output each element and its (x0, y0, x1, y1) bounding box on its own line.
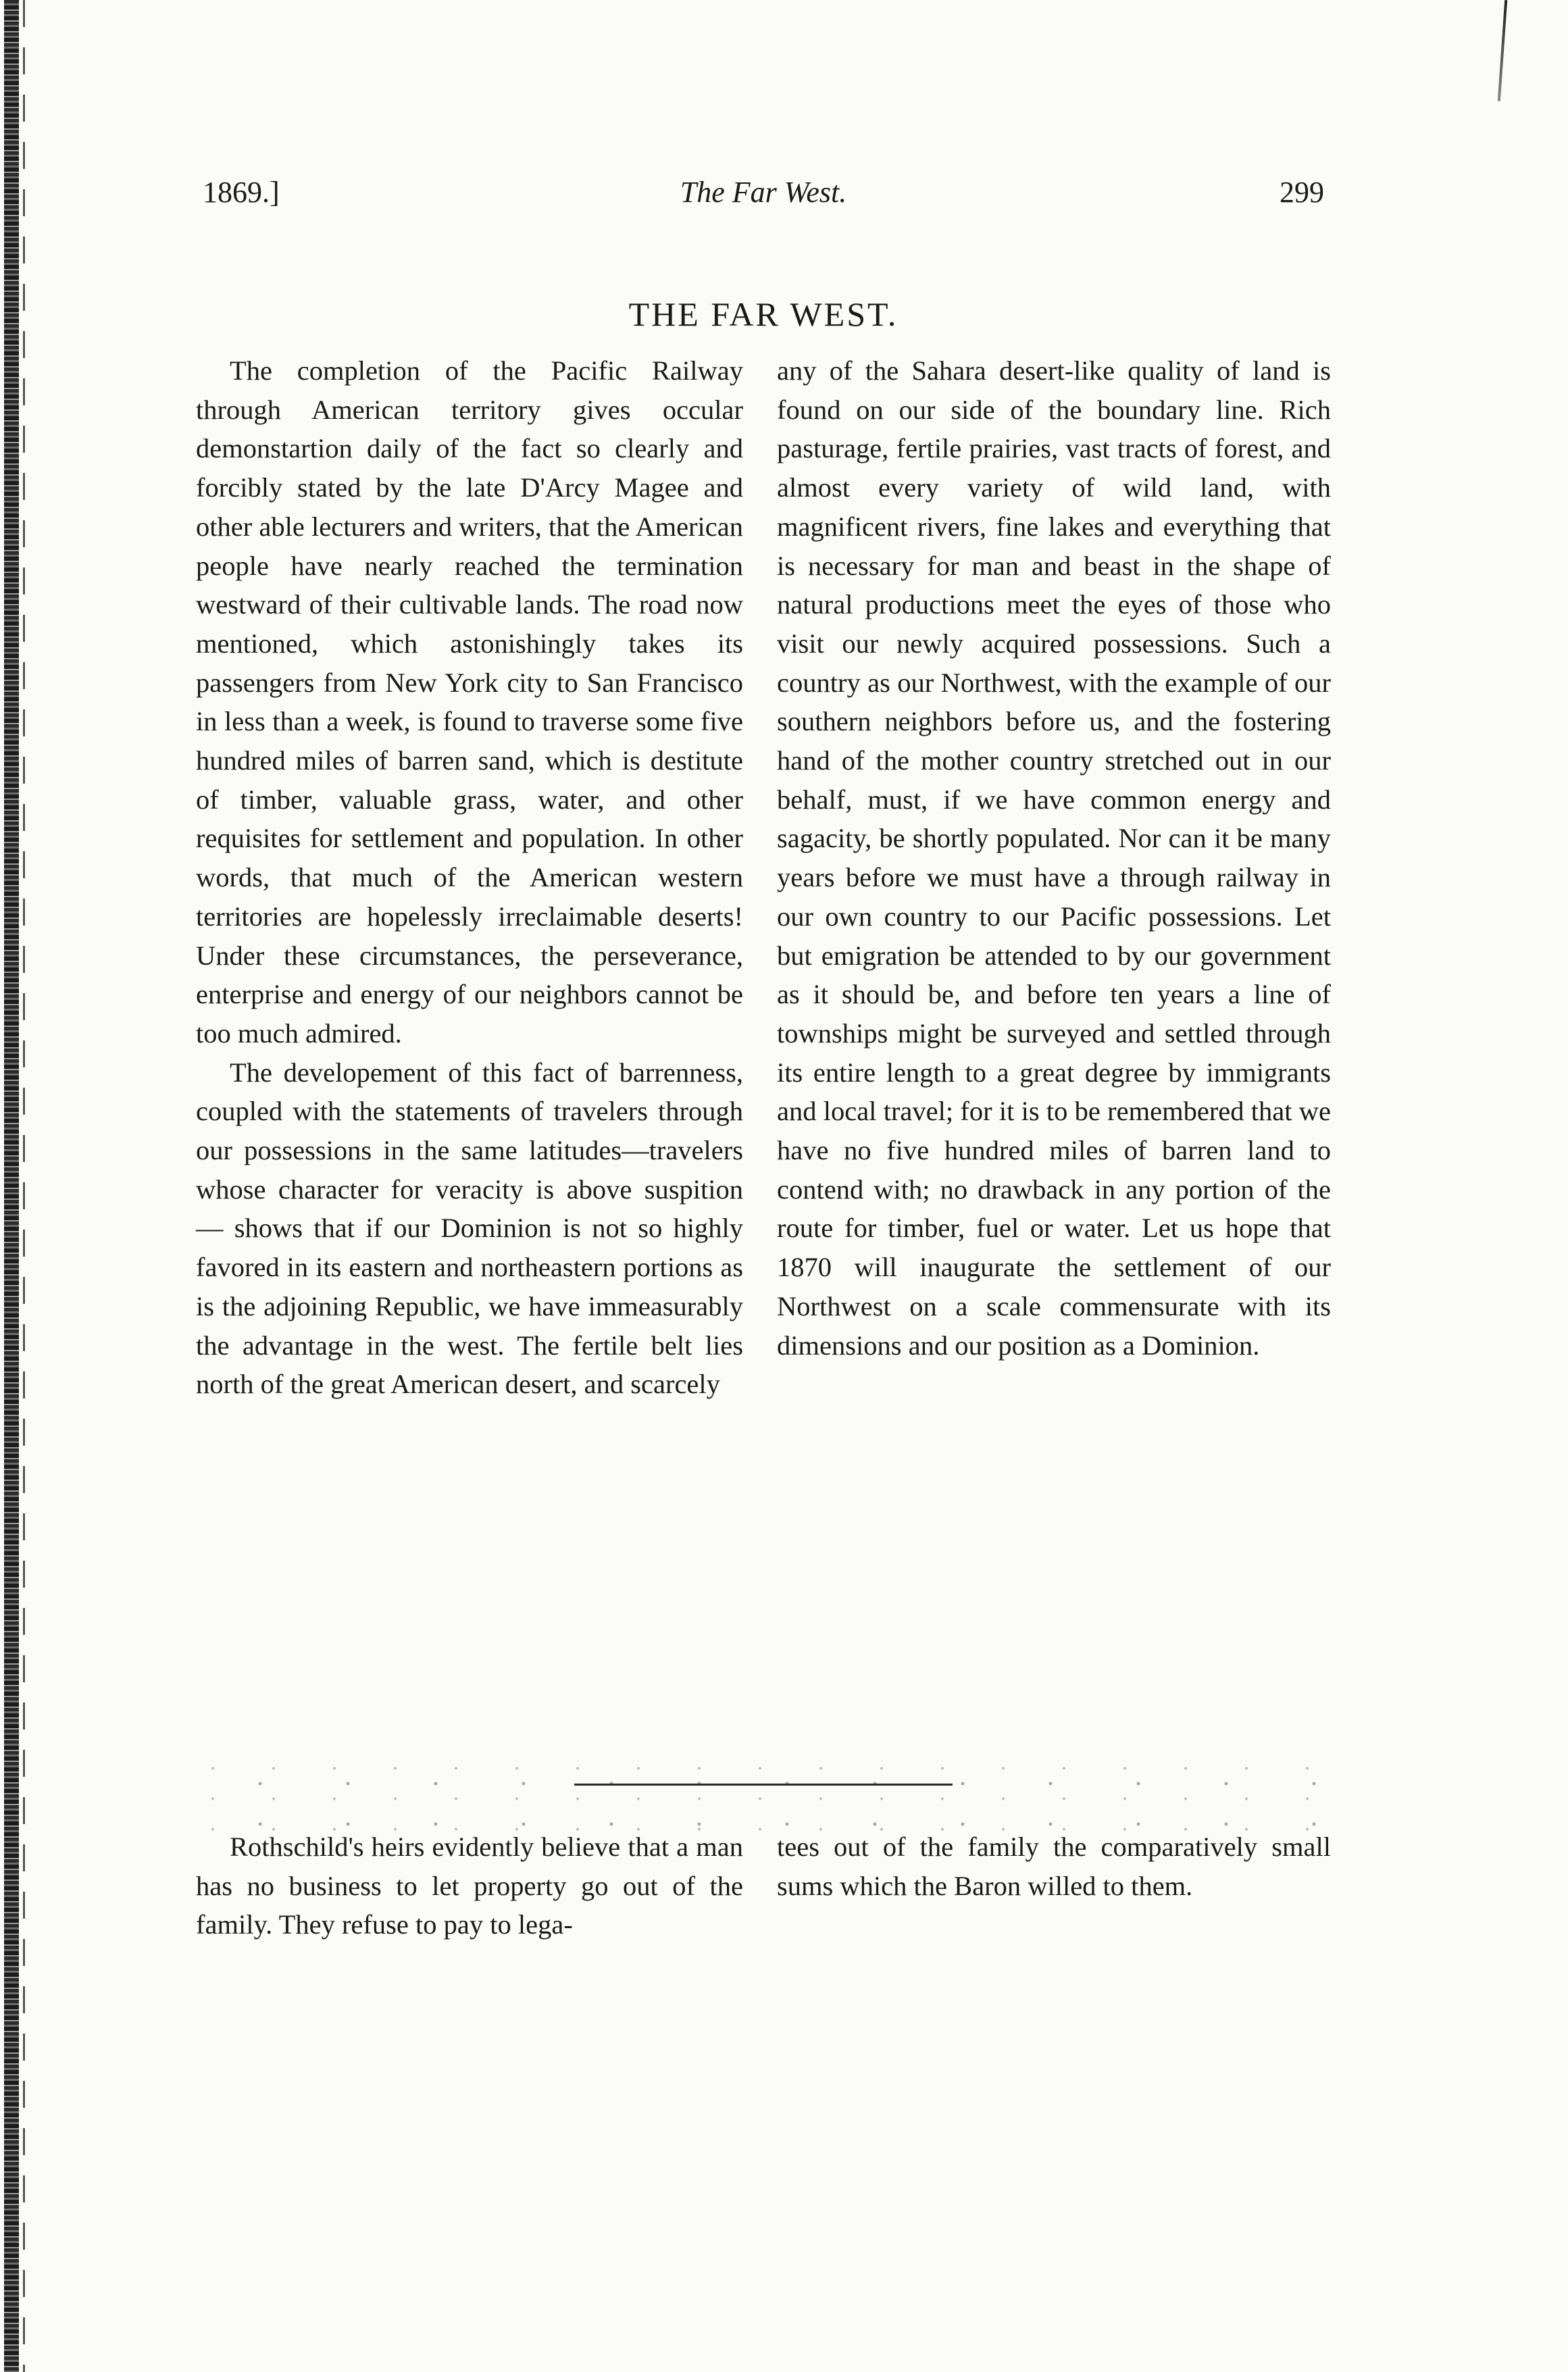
note-paragraph: Rothschild's heirs evidently believe that a man has no business to let property go out of the family. They refuse to pay to lega- (196, 1832, 743, 1940)
scan-corner-mark (1498, 0, 1507, 101)
article-paragraph-2: The developement of this fact of barrenness, coupled with the statements of travelers through our possessions in the same latitudes—travelers whose character for veracity is above suspition — shows that if our Dominion is not so highly favored in its eastern and northeastern portions as is the adjoining Republic, we have immeasurably the advantage in the west. The fertile belt lies north of the great American desert, and scarcely (196, 1057, 743, 1400)
header-running-title: The Far West. (680, 176, 847, 209)
note-right-column (777, 1827, 1331, 1905)
article-right-column (777, 351, 1331, 1365)
article-left-column (196, 351, 743, 1404)
note-left-column (196, 1827, 743, 1944)
header-page-number: 299 (1280, 176, 1324, 209)
scan-binding-shadow (23, 0, 25, 2372)
article-paragraph-1: The completion of the Pacific Railway through American territory gives occular demonstartion daily of the fact so clearly and forcibly stated by the late D'Arcy Magee and other able lecturers and writers, that the American people have nearly reached the termination westward of their cultivable lands. The road now mentioned, which astonishingly takes its passengers from New York city to San Francisco in less than a week, is found to traverse some five hundred miles of barren sand, which is destitute of timber, valuable grass, water, and other requisites for settlement and population. In other words, that much of the American western territories are hopelessly irreclaimable deserts! Under these circumstances, the perseverance, enterprise and energy of our neighbors cannot be too much admired. (196, 355, 743, 1049)
print-specks (203, 1757, 1324, 1831)
running-header (203, 169, 1324, 216)
article-paragraph-2-continued: any of the Sahara desert-like quality of land is found on our side of the boundary line. Rich pasturage, fertile prairies, vast tracts of forest, and almost every variety of wild land, with magnificent rivers, fine lakes and everything that is necessary for man and beast in the shape of natural productions meet the eyes of those who visit our newly acquired possessions. Such a country as our Northwest, with the example of our southern neighbors before us, and the fostering hand of the mother country stretched out in our behalf, must, if we have common energy and sagacity, be shortly populated. Nor can it be many years before we must have a through railway in our own country to our Pacific possessions. Let but emigration be attended to by our government as it should be, and before ten years a line of townships might be surveyed and settled through its entire length to a great degree by immigrants and local travel; for it is to be remembered that we have no five hundred miles of barren land to contend with; no drawback in any portion of the route for timber, fuel or water. Let us hope that 1870 will inaugurate the settlement of our Northwest on a scale commensurate with its dimensions and our position as a Dominion. (777, 355, 1331, 1361)
note-paragraph-continued: tees out of the family the comparatively small sums which the Baron willed to them. (777, 1832, 1331, 1901)
scan-binding-edge (4, 0, 19, 2372)
section-divider (574, 1784, 953, 1786)
article-title: THE FAR WEST. (628, 295, 899, 333)
header-year: 1869.] (203, 176, 280, 209)
